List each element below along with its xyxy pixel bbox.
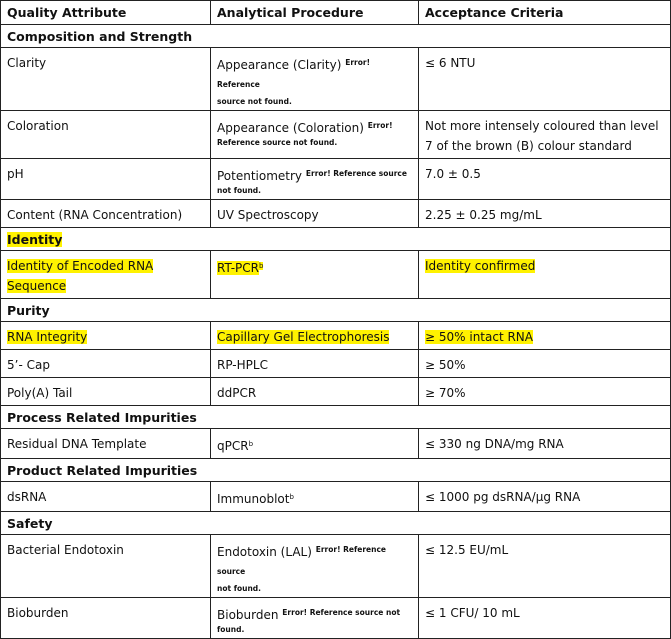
- quality-attribute-cell: [1, 350, 211, 378]
- acceptance-criteria: ≥ 50% intact RNA: [425, 330, 533, 344]
- table-row: [1, 482, 671, 512]
- analytical-procedure: Endotoxin (LAL): [217, 545, 312, 559]
- quality-attribute-cell: [1, 598, 211, 639]
- analytical-procedure: Bioburden: [217, 608, 279, 622]
- header-analytical-procedure: Analytical Procedure: [211, 1, 419, 25]
- acceptance-criteria-cell: [419, 322, 671, 350]
- footnote-marker: b: [248, 440, 254, 448]
- table-row: [1, 535, 671, 598]
- table-row: [1, 200, 671, 228]
- table-row: [1, 48, 671, 111]
- acceptance-criteria: ≥ 70%: [425, 386, 466, 400]
- analytical-procedure-cell: [211, 378, 419, 406]
- quality-attribute: Poly(A) Tail: [7, 386, 73, 400]
- analytical-procedure: Capillary Gel Electrophoresis: [217, 330, 390, 344]
- section-title: Purity: [7, 303, 50, 318]
- acceptance-criteria-cell: [419, 535, 671, 598]
- section-header: [1, 512, 671, 535]
- analytical-procedure-cell: [211, 322, 419, 350]
- section-row: [1, 459, 671, 482]
- reference-error-text-cont: Reference source not found.: [217, 138, 338, 147]
- section-header: [1, 299, 671, 322]
- quality-attribute-cell: [1, 251, 211, 299]
- header-acceptance-criteria: Acceptance Criteria: [419, 1, 671, 25]
- reference-error-text-cont: source not found.: [217, 97, 292, 106]
- table-row: [1, 322, 671, 350]
- quality-attribute: Residual DNA Template: [7, 437, 147, 451]
- quality-attribute: Identity of Encoded RNA Sequence: [7, 259, 154, 293]
- quality-attribute-cell: [1, 378, 211, 406]
- reference-error-text: Error! Reference source: [217, 545, 387, 576]
- acceptance-criteria-cell: [419, 378, 671, 406]
- section-row: [1, 512, 671, 535]
- quality-attribute: Clarity: [7, 56, 47, 70]
- acceptance-criteria: 2.25 ± 0.25 mg/mL: [425, 208, 542, 222]
- section-header: [1, 228, 671, 251]
- analytical-procedure-cell: [211, 535, 419, 598]
- reference-error-text-cont: not found.: [217, 584, 262, 593]
- acceptance-criteria-cell: [419, 159, 671, 200]
- header-quality-attribute: Quality Attribute: [1, 1, 211, 25]
- analytical-procedure-cell: [211, 159, 419, 200]
- section-title: Identity: [7, 232, 63, 247]
- analytical-procedure: qPCR: [217, 439, 249, 453]
- analytical-procedure: RP-HPLC: [217, 358, 268, 372]
- table-row: [1, 111, 671, 159]
- section-header: [1, 25, 671, 48]
- analytical-procedure: ddPCR: [217, 386, 257, 400]
- footnote-marker: b: [289, 493, 294, 501]
- quality-attribute-cell: [1, 322, 211, 350]
- reference-error-text: Error! Reference source: [305, 169, 407, 178]
- section-row: [1, 25, 671, 48]
- quality-attribute-cell: [1, 111, 211, 159]
- quality-attribute: Coloration: [7, 119, 69, 133]
- acceptance-criteria: 7.0 ± 0.5: [425, 167, 481, 181]
- acceptance-criteria: ≤ 330 ng DNA/mg RNA: [425, 437, 564, 451]
- section-row: [1, 228, 671, 251]
- quality-attribute-cell: [1, 535, 211, 598]
- acceptance-criteria: Identity confirmed: [425, 259, 536, 273]
- acceptance-criteria-cell: [419, 200, 671, 228]
- reference-error-text: Error!: [367, 121, 393, 130]
- quality-attribute-cell: [1, 429, 211, 459]
- section-title: Process Related Impurities: [7, 410, 197, 425]
- section-row: [1, 299, 671, 322]
- analytical-procedure-cell: [211, 350, 419, 378]
- quality-attribute: Bioburden: [7, 606, 69, 620]
- analytical-procedure: Appearance (Clarity): [217, 58, 342, 72]
- quality-attribute: 5’- Cap: [7, 358, 50, 372]
- analytical-procedure-cell: [211, 482, 419, 512]
- analytical-procedure-cell: [211, 598, 419, 639]
- footnote-marker: b: [258, 262, 264, 270]
- table-row: [1, 251, 671, 299]
- acceptance-criteria: ≥ 50%: [425, 358, 466, 372]
- analytical-procedure-cell: [211, 111, 419, 159]
- table-row: [1, 598, 671, 639]
- acceptance-criteria-cell: [419, 111, 671, 159]
- acceptance-criteria-cell: [419, 429, 671, 459]
- table-row: [1, 350, 671, 378]
- quality-attribute: Bacterial Endotoxin: [7, 543, 124, 557]
- section-title: Composition and Strength: [7, 29, 193, 44]
- quality-attribute: RNA Integrity: [7, 330, 88, 344]
- quality-attribute: dsRNA: [7, 490, 47, 504]
- analytical-procedure: RT-PCR: [217, 261, 259, 275]
- quality-attribute: Content (RNA Concentration): [7, 208, 183, 222]
- analytical-procedure: Immunoblot: [217, 492, 290, 506]
- section-title: Product Related Impurities: [7, 463, 198, 478]
- header-row: [1, 1, 671, 25]
- acceptance-criteria: ≤ 1 CFU/ 10 mL: [425, 606, 520, 620]
- acceptance-criteria: ≤ 12.5 EU/mL: [425, 543, 509, 557]
- analytical-procedure: Appearance (Coloration): [217, 121, 364, 135]
- quality-attribute-cell: [1, 200, 211, 228]
- acceptance-criteria-cell: [419, 251, 671, 299]
- acceptance-criteria-cell: [419, 48, 671, 111]
- table-row: [1, 378, 671, 406]
- acceptance-criteria-cell: [419, 350, 671, 378]
- section-header: [1, 459, 671, 482]
- section-row: [1, 406, 671, 429]
- quality-attribute-cell: [1, 159, 211, 200]
- table-row: [1, 159, 671, 200]
- analytical-procedure-cell: [211, 251, 419, 299]
- quality-attribute-cell: [1, 48, 211, 111]
- acceptance-criteria: ≤ 1000 pg dsRNA/µg RNA: [425, 490, 581, 504]
- quality-attribute: pH: [7, 167, 24, 181]
- quality-attribute-cell: [1, 482, 211, 512]
- analytical-procedure-cell: [211, 200, 419, 228]
- table-row: [1, 429, 671, 459]
- reference-error-text: Error! Reference: [217, 58, 370, 89]
- acceptance-criteria-cell: [419, 598, 671, 639]
- acceptance-criteria-cell: [419, 482, 671, 512]
- section-header: [1, 406, 671, 429]
- analytical-procedure: Potentiometry: [217, 169, 303, 183]
- reference-error-text-cont: found.: [217, 625, 245, 634]
- acceptance-criteria: ≤ 6 NTU: [425, 56, 476, 70]
- acceptance-criteria: Not more intensely coloured than level 7 of the brown (B) colour standard: [425, 119, 659, 153]
- section-title: Safety: [7, 516, 53, 531]
- analytical-procedure: UV Spectroscopy: [217, 208, 319, 222]
- analytical-procedure-cell: [211, 429, 419, 459]
- reference-error-text: Error! Reference source not: [282, 608, 401, 617]
- analytical-procedure-cell: [211, 48, 419, 111]
- reference-error-text-cont: not found.: [217, 186, 262, 195]
